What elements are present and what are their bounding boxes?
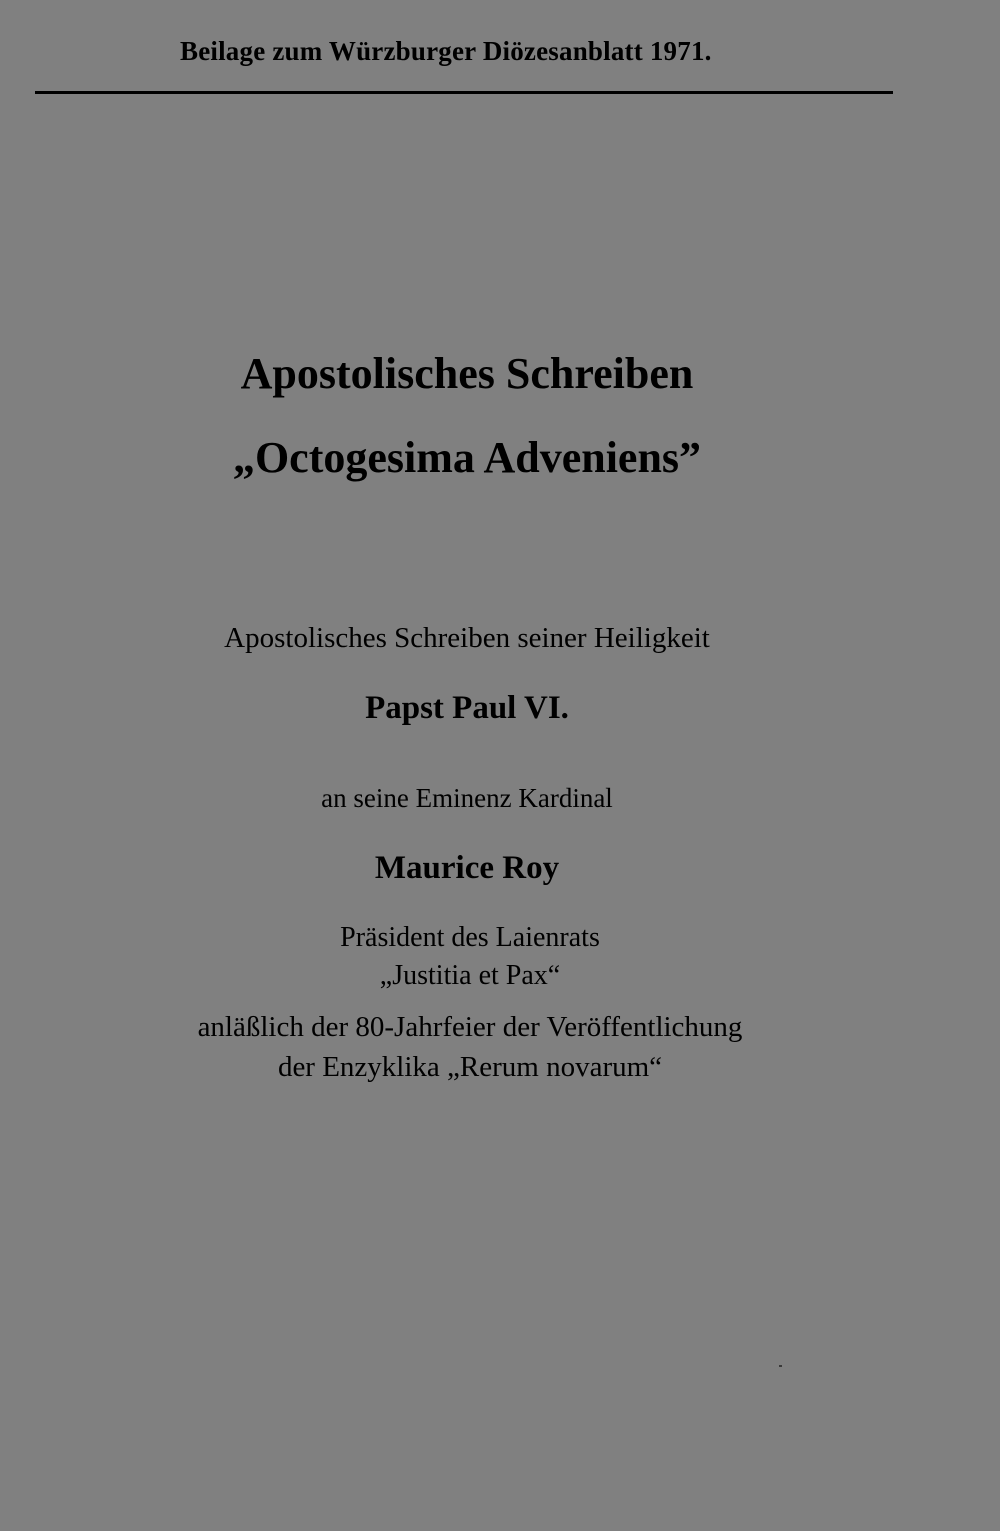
document-subtitle: „Octogesima Adveniens”	[232, 433, 702, 482]
header-rule	[35, 91, 893, 94]
document-title: Apostolisches Schreiben	[240, 349, 694, 398]
intro-text: Apostolisches Schreiben seiner Heiligkeit	[224, 622, 710, 654]
header-line: Beilage zum Würzburger Diözesanblatt 1971.	[180, 36, 712, 66]
occasion-text: anläßlich der 80-Jahrfeier der Veröffentlichung	[197, 1011, 743, 1043]
role-text: Präsident des Laienrats	[340, 922, 600, 953]
encyclical-reference: der Enzyklika „Rerum novarum“	[277, 1051, 663, 1083]
pope-name: Papst Paul VI.	[365, 690, 569, 726]
addressee-text: an seine Eminenz Kardinal	[321, 783, 613, 813]
scan-speck	[779, 1365, 782, 1367]
cardinal-name: Maurice Roy	[374, 850, 560, 886]
council-name: „Justitia et Pax“	[379, 960, 561, 991]
